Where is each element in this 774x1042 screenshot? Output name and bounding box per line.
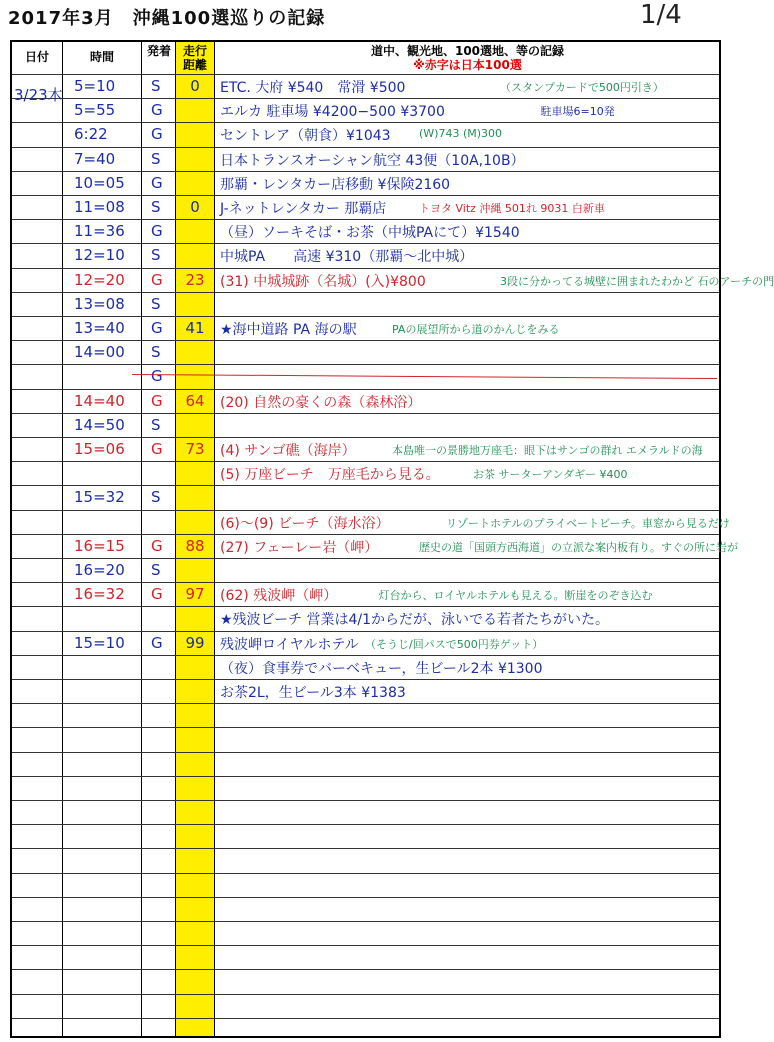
row-note: 駐車場6=10発 bbox=[540, 105, 615, 119]
header-depart-arrive: 発着 bbox=[146, 44, 171, 58]
ruled-line bbox=[12, 606, 719, 607]
row-entry: (6)〜(9) ビーチ（海水浴） bbox=[220, 515, 390, 532]
row-time: 14=00 bbox=[74, 343, 125, 362]
row-time: 7=40 bbox=[74, 149, 116, 168]
ruled-line bbox=[12, 389, 719, 390]
ruled-line bbox=[12, 655, 719, 656]
page-title: 2017年3月 沖縄100選巡りの記録 bbox=[8, 8, 326, 29]
ruled-line bbox=[12, 534, 719, 535]
strikethrough-line bbox=[132, 374, 717, 379]
ruled-line bbox=[12, 679, 719, 680]
row-entry: ★残波ビーチ 営業は4/1からだが、泳いでる若者たちがいた。 bbox=[220, 612, 609, 629]
row-entry: ETC. 大府 ¥540 常滑 ¥500 bbox=[220, 80, 406, 96]
row-depart-arrive: S bbox=[151, 343, 161, 362]
row-entry: ★海中道路 PA 海の駅 bbox=[220, 322, 357, 338]
row-depart-arrive: G bbox=[151, 536, 163, 555]
ruled-line bbox=[12, 1018, 719, 1019]
ruled-line bbox=[12, 122, 719, 123]
row-depart-arrive: G bbox=[151, 125, 163, 144]
ruled-line bbox=[12, 994, 719, 995]
row-time: 15=06 bbox=[74, 440, 125, 458]
row-note: 3段に分かってる城壁に囲まれたわかど 石のアーチの門 bbox=[500, 274, 774, 288]
row-time: 10=05 bbox=[74, 173, 125, 192]
row-entry: 中城PA 高速 ¥310（那覇〜北中城） bbox=[220, 249, 474, 266]
ruled-line bbox=[12, 873, 719, 874]
date-entry: 3/23木 bbox=[14, 86, 63, 104]
row-entry: 残波岬ロイヤルホテル bbox=[220, 636, 359, 653]
row-note: 歴史の道「国頭方西海道」の立派な案内板有り。すぐの所に岩が bbox=[419, 540, 738, 554]
log-sheet bbox=[10, 40, 774, 1038]
row-time: 14=50 bbox=[74, 415, 125, 434]
row-time: 5=55 bbox=[74, 101, 116, 120]
row-depart-arrive: S bbox=[151, 561, 161, 579]
ruled-line bbox=[12, 461, 719, 462]
row-entry: お茶2L，生ビール3本 ¥1383 bbox=[220, 685, 406, 701]
ruled-line bbox=[12, 340, 719, 341]
ruled-line bbox=[12, 848, 719, 849]
ruled-line bbox=[12, 824, 719, 825]
row-distance: 41 bbox=[185, 319, 205, 337]
ruled-line bbox=[12, 969, 719, 970]
row-time: 14=40 bbox=[74, 391, 125, 410]
page-number: 1/4 bbox=[640, 0, 682, 30]
ruled-line bbox=[12, 195, 719, 196]
row-time: 13=08 bbox=[74, 294, 125, 313]
row-depart-arrive: G bbox=[151, 391, 163, 410]
row-entry: (4) サンゴ礁（海岸） bbox=[220, 443, 356, 459]
row-note: 灯台から、ロイヤルホテルも見える。断崖をのぞき込む bbox=[378, 589, 653, 603]
row-time: 16=20 bbox=[74, 561, 125, 579]
ruled-line bbox=[12, 897, 719, 898]
ruled-line bbox=[12, 703, 719, 704]
ruled-line bbox=[12, 631, 719, 632]
ruled-line bbox=[12, 292, 719, 293]
row-distance: 64 bbox=[185, 391, 205, 410]
row-distance: 0 bbox=[190, 198, 200, 216]
row-time: 16=32 bbox=[74, 585, 125, 604]
row-note: お茶 サーターアンダギー ¥400 bbox=[473, 468, 628, 482]
header-date: 日付 bbox=[24, 50, 49, 64]
row-depart-arrive: S bbox=[151, 149, 161, 168]
row-depart-arrive: G bbox=[151, 440, 163, 458]
row-time: 15=10 bbox=[74, 633, 125, 652]
row-entry: J-ネットレンタカー 那覇店 bbox=[220, 201, 387, 217]
row-depart-arrive: G bbox=[151, 319, 163, 337]
ruled-line bbox=[12, 945, 719, 946]
row-time: 11=36 bbox=[74, 222, 125, 241]
ruled-line bbox=[12, 776, 719, 777]
row-entry: エルカ 駐車場 ¥4200−500 ¥3700 bbox=[220, 104, 445, 121]
row-note: （そうじ/回パスで500円券ゲット） bbox=[365, 637, 544, 651]
ruled-line bbox=[12, 485, 719, 486]
row-entry: (20) 自然の豪くの森（森林浴） bbox=[220, 394, 422, 411]
row-entry: 那覇・レンタカー店移動 ¥保険2160 bbox=[220, 176, 451, 193]
row-note: （スタンプカードで500円引き） bbox=[500, 81, 664, 94]
col-divider bbox=[175, 42, 176, 1036]
header-record bbox=[216, 44, 719, 72]
header-distance: 走行距離 bbox=[182, 44, 207, 72]
row-depart-arrive: S bbox=[151, 488, 161, 507]
ruled-line bbox=[12, 147, 719, 148]
row-distance: 0 bbox=[190, 77, 200, 95]
row-entry: (31) 中城城跡（名城）(入)¥800 bbox=[220, 273, 426, 290]
row-depart-arrive: G bbox=[151, 101, 163, 120]
ruled-line bbox=[12, 219, 719, 220]
ruled-line bbox=[12, 98, 719, 99]
row-entry: 日本トランスオーシャン航空 43便（10A,10B） bbox=[220, 152, 525, 169]
row-depart-arrive: G bbox=[151, 222, 163, 241]
row-time: 12=20 bbox=[74, 270, 125, 289]
row-time: 16=15 bbox=[74, 536, 125, 555]
row-depart-arrive: G bbox=[151, 367, 163, 386]
header-record-label: 道中、観光地、100選地、等の記録 bbox=[370, 44, 565, 58]
row-distance: 88 bbox=[185, 536, 205, 555]
row-entry: （昼）ソーキそば・お茶（中城PAにて）¥1540 bbox=[220, 225, 520, 242]
row-distance: 97 bbox=[185, 585, 205, 604]
col-divider bbox=[62, 42, 63, 1036]
ruled-line bbox=[12, 364, 719, 365]
row-depart-arrive: S bbox=[151, 198, 161, 216]
row-entry: (27) フェーレー岩（岬） bbox=[220, 539, 379, 556]
ruled-line bbox=[12, 727, 719, 728]
row-depart-arrive: S bbox=[151, 415, 161, 434]
ruled-line bbox=[12, 413, 719, 414]
ruled-line bbox=[12, 437, 719, 438]
row-entry: セントレア（朝食）¥1043 bbox=[220, 128, 391, 145]
ruled-line bbox=[12, 171, 719, 172]
col-divider bbox=[214, 42, 215, 1036]
row-distance: 73 bbox=[185, 440, 205, 458]
row-note: (W)743 (M)300 bbox=[419, 127, 503, 141]
row-note: リゾートホテルのプライベートビーチ。車窓から見るだけ bbox=[446, 516, 730, 530]
row-entry: （夜）食事券でバーベキュー，生ビール2本 ¥1300 bbox=[220, 660, 543, 677]
row-note: トヨタ Vitz 沖縄 501れ 9031 白新車 bbox=[419, 202, 605, 215]
col-divider bbox=[141, 42, 142, 1036]
row-entry: (62) 残波岬（岬） bbox=[220, 588, 338, 605]
row-time: 12=10 bbox=[74, 246, 125, 265]
row-note: PAの展望所から道のかんじをみる bbox=[392, 323, 560, 336]
row-depart-arrive: G bbox=[151, 173, 163, 192]
row-distance: 99 bbox=[185, 633, 205, 652]
row-time: 11=08 bbox=[74, 198, 125, 216]
ruled-line bbox=[12, 316, 719, 317]
ruled-line bbox=[12, 921, 719, 922]
ruled-line bbox=[12, 74, 719, 75]
ruled-line bbox=[12, 558, 719, 559]
row-depart-arrive: S bbox=[151, 294, 161, 313]
row-depart-arrive: G bbox=[151, 585, 163, 604]
row-depart-arrive: G bbox=[151, 633, 163, 652]
row-depart-arrive: S bbox=[151, 246, 161, 265]
ruled-line bbox=[12, 268, 719, 269]
ruled-line bbox=[12, 510, 719, 511]
row-depart-arrive: S bbox=[151, 77, 161, 95]
ruled-line bbox=[12, 243, 719, 244]
row-time: 5=10 bbox=[74, 77, 116, 95]
ruled-line bbox=[12, 582, 719, 583]
ruled-line bbox=[12, 800, 719, 801]
row-distance: 23 bbox=[185, 270, 205, 289]
header-record-note: ※赤字は日本100選 bbox=[413, 58, 522, 72]
row-time: 6:22 bbox=[74, 125, 108, 144]
row-note: 本島唯一の景勝地万座毛：眼下はサンゴの群れ エメラルドの海 bbox=[392, 444, 703, 457]
row-time: 13=40 bbox=[74, 319, 125, 337]
row-time: 15=32 bbox=[74, 488, 125, 507]
row-depart-arrive: G bbox=[151, 270, 163, 289]
ruled-line bbox=[12, 752, 719, 753]
row-entry: (5) 万座ビーチ 万座毛から見る。 bbox=[220, 467, 440, 484]
header-time: 時間 bbox=[89, 50, 114, 64]
